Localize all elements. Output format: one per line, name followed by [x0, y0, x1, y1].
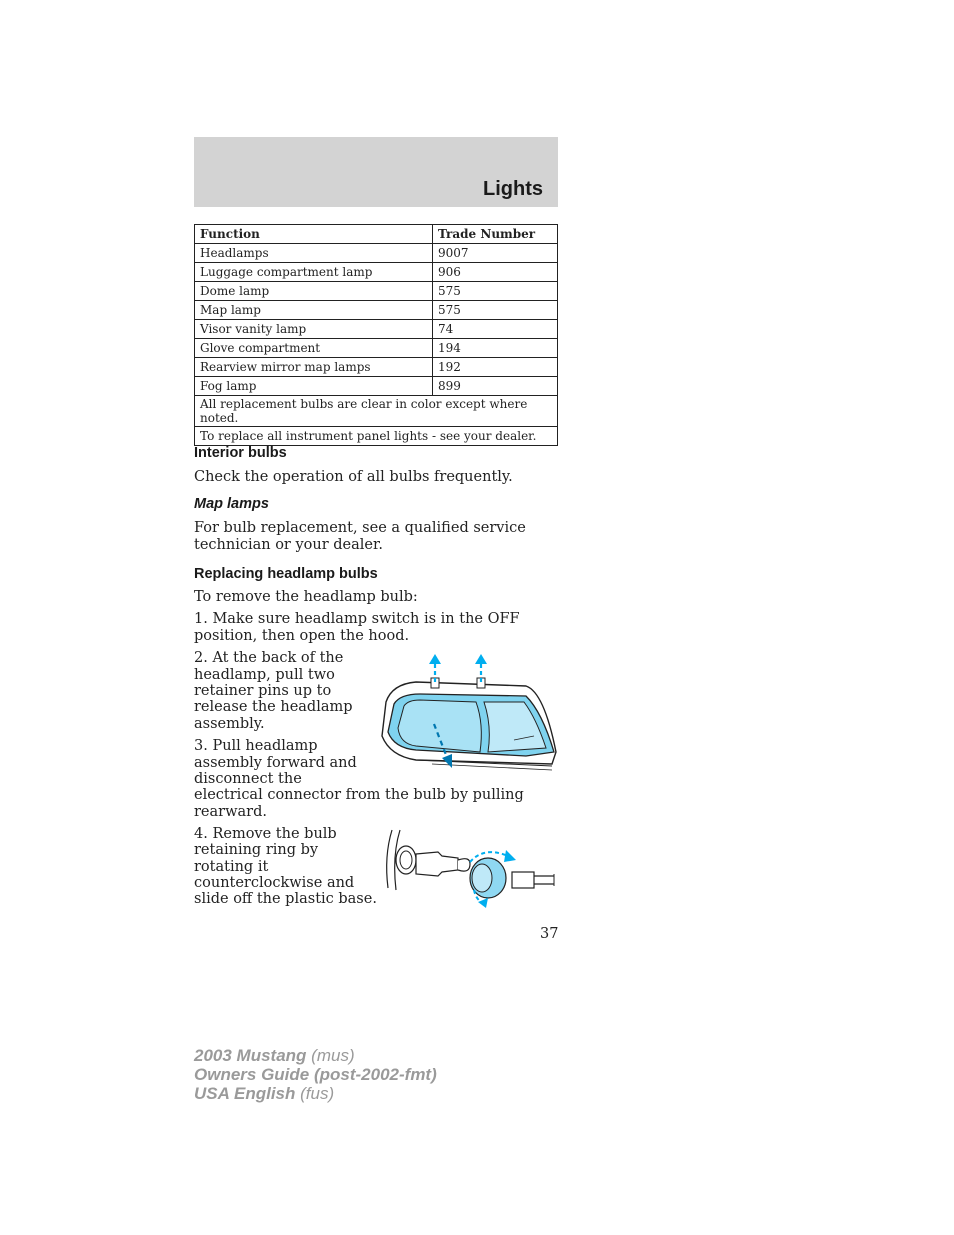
footer-model: 2003 Mustang — [194, 1046, 307, 1065]
paragraph-map-1: For bulb replacement, see a qualified service — [194, 520, 526, 536]
heading-map-lamps: Map lamps — [194, 496, 269, 512]
page-number: 37 — [540, 926, 559, 942]
paragraph-interior: Check the operation of all bulbs frequently. — [194, 469, 513, 485]
footer-language: USA English — [194, 1084, 296, 1103]
table-cell-function: Rearview mirror map lamps — [195, 358, 433, 377]
table-cell-number: 194 — [433, 339, 558, 358]
table-row — [195, 282, 558, 301]
step-3-line: disconnect the — [194, 771, 302, 787]
table-note-row — [195, 396, 558, 427]
table-row — [195, 244, 558, 263]
table-note: All replacement bulbs are clear in color except where noted. — [195, 396, 558, 427]
step-2-line: 2. At the back of the — [194, 650, 344, 666]
table-row — [195, 301, 558, 320]
heading-replacing-headlamp: Replacing headlamp bulbs — [194, 566, 378, 582]
table-cell-function: Map lamp — [195, 301, 433, 320]
step-4-line: slide off the plastic base. — [194, 891, 377, 907]
heading-interior-bulbs: Interior bulbs — [194, 445, 287, 461]
step-3-line: 3. Pull headlamp — [194, 738, 318, 754]
table-row — [195, 339, 558, 358]
step-1-line-1: 1. Make sure headlamp switch is in the OFF — [194, 611, 520, 627]
paragraph-replace-intro: To remove the headlamp bulb: — [194, 589, 418, 605]
step-2-line: retainer pins up to — [194, 683, 332, 699]
paragraph-map-2: technician or your dealer. — [194, 537, 383, 553]
table-cell-function: Visor vanity lamp — [195, 320, 433, 339]
footer-line-3 — [194, 1084, 437, 1103]
table-header-function: Function — [195, 225, 433, 244]
bulb-retaining-ring-illustration — [378, 826, 558, 910]
table-cell-number: 192 — [433, 358, 558, 377]
footer-language-code: (fus) — [295, 1084, 335, 1103]
section-header-band — [194, 137, 558, 207]
table-row — [195, 320, 558, 339]
step-2-line: release the headlamp — [194, 699, 353, 715]
step-4-line: 4. Remove the bulb — [194, 826, 337, 842]
table-cell-number: 906 — [433, 263, 558, 282]
step-3-line: electrical connector from the bulb by pulling — [194, 787, 524, 803]
table-row — [195, 263, 558, 282]
table-cell-number: 74 — [433, 320, 558, 339]
step-2-line: headlamp, pull two — [194, 667, 335, 683]
table-cell-function: Headlamps — [195, 244, 433, 263]
step-4-line: retaining ring by — [194, 842, 319, 858]
step-1-line-2: position, then open the hood. — [194, 628, 410, 644]
table-note: To replace all instrument panel lights - see your dealer. — [195, 427, 558, 446]
table-row — [195, 377, 558, 396]
table-cell-function: Glove compartment — [195, 339, 433, 358]
headlamp-assembly-illustration — [376, 652, 558, 774]
step-4-line: counterclockwise and — [194, 875, 355, 891]
table-cell-number: 9007 — [433, 244, 558, 263]
footer-guide: Owners Guide (post-2002-fmt) — [194, 1065, 437, 1084]
table-note-row — [195, 427, 558, 446]
step-2-line: assembly. — [194, 716, 265, 732]
footer-line-2 — [194, 1065, 437, 1084]
table-row — [195, 358, 558, 377]
step-3-line: rearward. — [194, 804, 267, 820]
table-cell-function: Fog lamp — [195, 377, 433, 396]
table-header-trade-number: Trade Number — [433, 225, 558, 244]
step-4-line: rotating it — [194, 859, 269, 875]
table-header-row — [195, 225, 558, 244]
footer-doc-info — [194, 1046, 437, 1103]
step-3-line: assembly forward and — [194, 755, 357, 771]
footer-model-code: (mus) — [306, 1046, 355, 1065]
bulb-table — [194, 224, 558, 446]
table-cell-function: Dome lamp — [195, 282, 433, 301]
table-cell-function: Luggage compartment lamp — [195, 263, 433, 282]
section-title: Lights — [483, 178, 543, 200]
table-cell-number: 899 — [433, 377, 558, 396]
table-cell-number: 575 — [433, 282, 558, 301]
table-cell-number: 575 — [433, 301, 558, 320]
footer-line-1 — [194, 1046, 437, 1065]
